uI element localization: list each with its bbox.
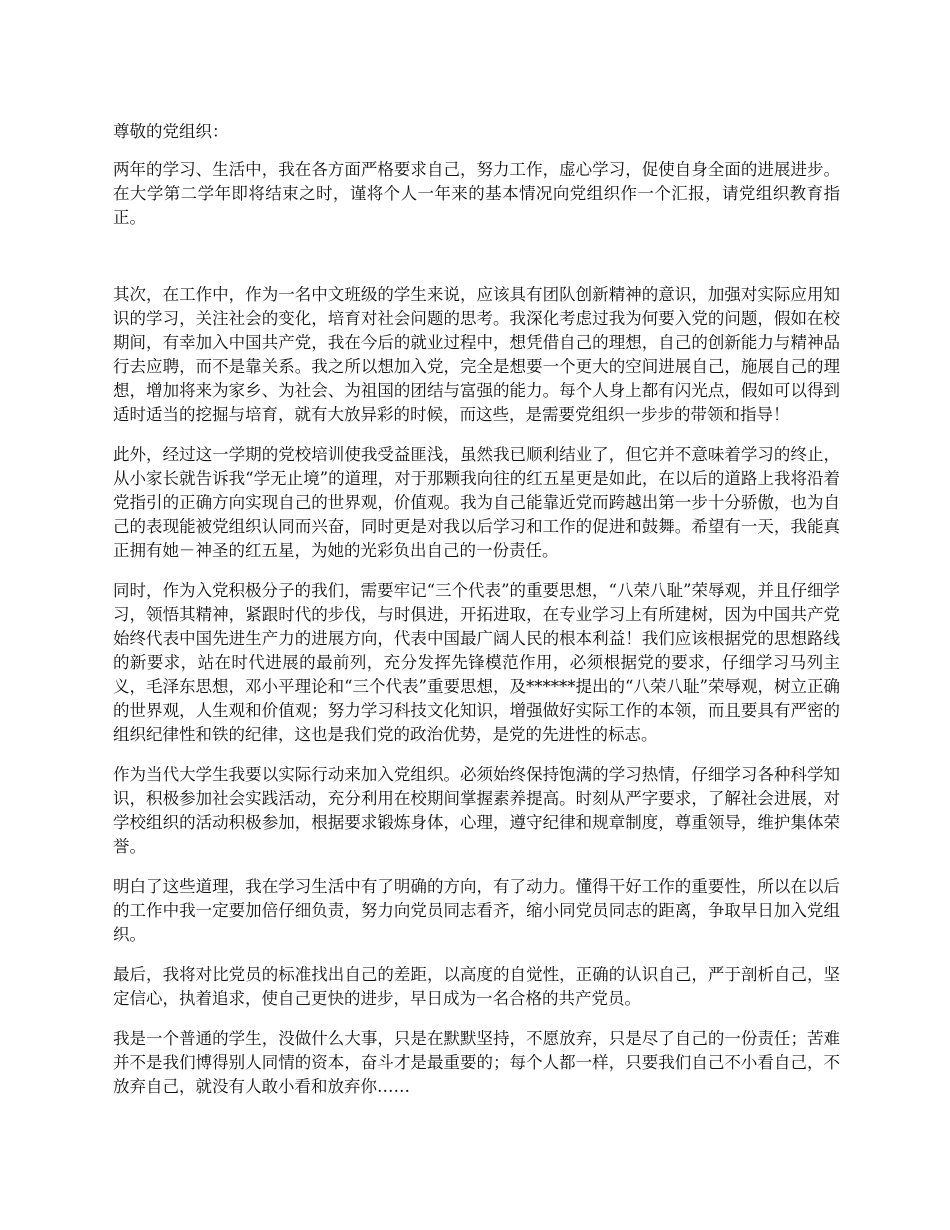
paragraph-student-action: 作为当代大学生我要以实际行动来加入党组织。必须始终保持饱满的学习热情，仔细学习各种科学知识，积极参加社会实践活动，充分利用在校期间掌握素养提高。时刻从严字要求，了解社会进展，对学校组织的活动积极参加，根据要求锻炼身体，心理，遵守纪律和规章制度，尊重领导，维护集体荣誉。 (113, 765, 840, 856)
paragraph-party-school: 此外，经过这一学期的党校培训使我受益匪浅，虽然我已顺利结业了，但它并不意味着学习的终止，从小家长就告诉我“学无止境”的道理，对于那颗我向往的红五星更是如此，在以后的道路上我将沿着党指引的正确方向实现自己的世界观，价值观。我为自己能靠近党而跨越出第一步十分骄傲，也为自己的表现能被党组织认同而兴奋，同时更是对我以后学习和工作的促进和鼓舞。希望有一天，我能真正拥有她－神圣的红五星，为她的光彩负出自己的一份责任。 (113, 445, 840, 560)
greeting: 尊敬的党组织： (113, 122, 229, 141)
blank-gap (113, 246, 840, 283)
document-page (113, 120, 840, 1115)
paragraph-finally: 最后，我将对比党员的标准找出自己的差距，以高度的自觉性，正确的认识自己，严于剖析自己，坚定信心，执着追求，使自己更快的进步，早日成为一名合格的共产党员。 (113, 965, 840, 1008)
paragraph-activist: 同时，作为入党积极分子的我们，需要牢记“三个代表”的重要思想，“八荣八耻”荣辱观，并且仔细学习，领悟其精神，紧跟时代的步伐，与时俱进，开拓进取，在专业学习上有所建树，因为中国共产党始终代表中国先进生产力的进展方向，代表中国最广阔人民的根本利益！我们应该根据党的思想路线的新要求，站在时代进展的最前列，充分发挥先锋模范作用，必须根据党的要求，仔细学习马列主义，毛泽东思想，邓小平理论和“三个代表”重要思想，及******提出的“八荣八耻”荣辱观，树立正确的世界观，人生观和价值观；努力学习科技文化知识，增强做好实际工作的本领，而且要具有严密的组织纪律性和铁的纪律，这也是我们党的政治优势，是党的先进性的标志。 (113, 581, 840, 744)
paragraph-closing: 我是一个普通的学生，没做什么大事，只是在默默坚持，不愿放弃，只是尽了自己的一份责任；苦难并不是我们博得别人同情的资本，奋斗才是最重要的；每个人都一样，只要我们自己不小看自己，不放弃自己，就没有人敢小看和放弃你…… (113, 1029, 840, 1096)
paragraph-direction: 明白了这些道理，我在学习生活中有了明确的方向，有了动力。懂得干好工作的重要性，所以在以后的工作中我一定要加倍仔细负责，努力向党员同志看齐，缩小同党员同志的距离，争取早日加入党组织。 (113, 877, 840, 944)
paragraph-intro: 两年的学习、生活中，我在各方面严格要求自己，努力工作，虚心学习，促使自身全面的进展进步。在大学第二学年即将结束之时，谨将个人一年来的基本情况向党组织作一个汇报，请党组织教育指正。 (113, 160, 840, 227)
paragraph-work: 其次，在工作中，作为一名中文班级的学生来说，应该具有团队创新精神的意识，加强对实际应用知识的学习，关注社会的变化，培育对社会问题的思考。我深化考虑过我为何要入党的问题，假如在校期间，有幸加入中国共产党，我在今后的就业过程中，想凭借自己的理想，自己的创新能力与精神品行去应聘，而不是靠关系。我之所以想加入党，完全是想要一个更大的空间进展自己，施展自己的理想，增加将来为家乡、为社会、为祖国的团结与富强的能力。每个人身上都有闪光点，假如可以得到适时适当的挖掘与培育，就有大放异彩的时候，而这些，是需要党组织一步步的带领和指导！ (113, 285, 840, 424)
